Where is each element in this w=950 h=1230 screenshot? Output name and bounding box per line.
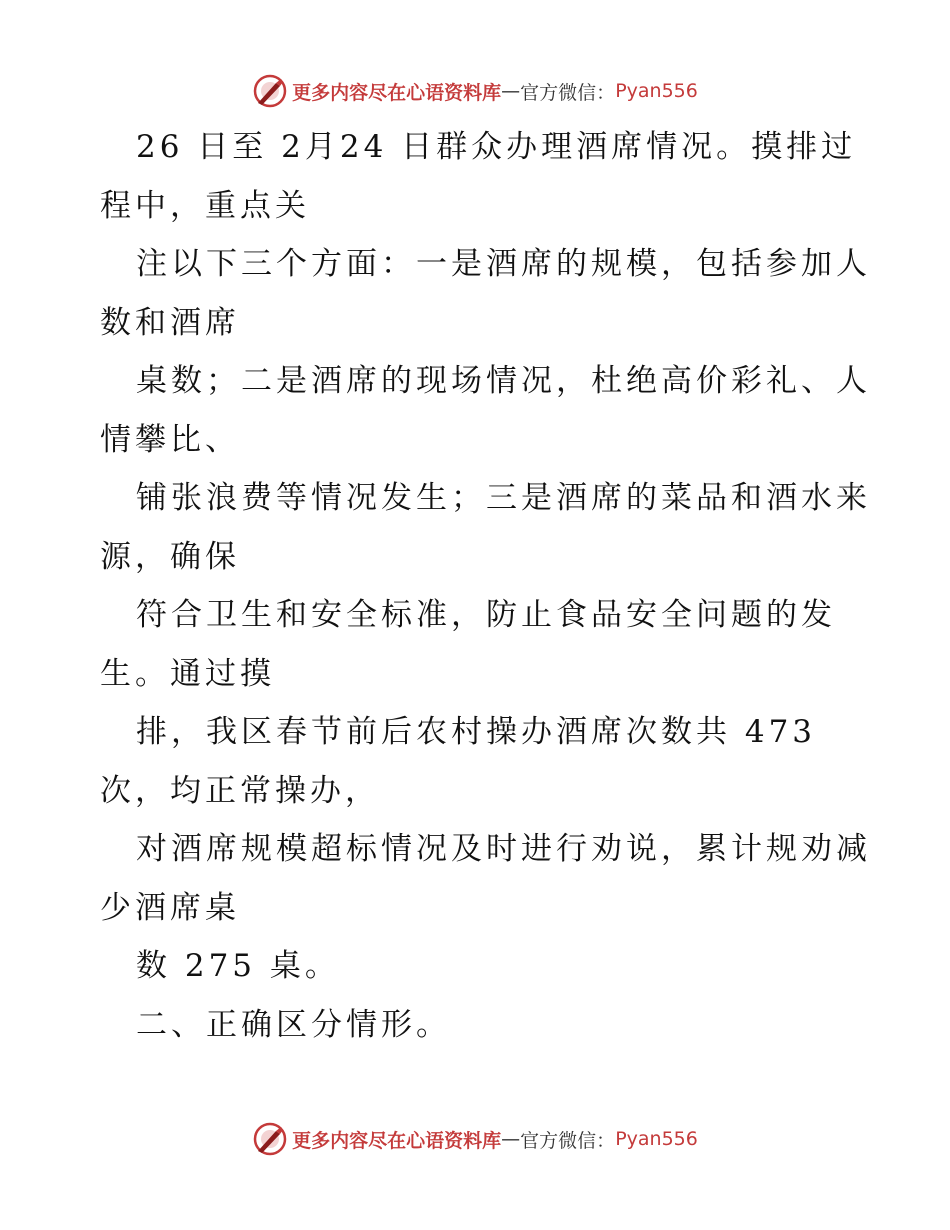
document-body — [100, 118, 871, 1054]
body-line-4: 数和酒席 — [100, 304, 240, 341]
header-watermark — [0, 71, 950, 111]
body-line-6: 情攀比、 — [100, 421, 240, 458]
pen-logo-icon — [252, 1121, 288, 1157]
watermark-contact-id: Pyan556 — [615, 1128, 698, 1150]
pen-logo-icon — [252, 73, 288, 109]
body-line-12: 次，均正常操办， — [100, 772, 380, 809]
body-line-15: 数 275 桌。 — [136, 948, 340, 984]
body-line-2: 程中，重点关 — [100, 187, 310, 224]
body-line-1: 26 日至 2月24 日群众办理酒席情况。摸排过 — [136, 129, 857, 165]
watermark-brand-text: 更多内容尽在心语资料库 — [292, 81, 502, 104]
watermark-separator: — — [501, 1128, 521, 1150]
body-line-5: 桌数；二是酒席的现场情况，杜绝高价彩礼、人 — [136, 363, 871, 399]
body-line-3: 注以下三个方面：一是酒席的规模，包括参加人 — [136, 246, 871, 282]
body-line-7: 铺张浪费等情况发生；三是酒席的菜品和酒水来 — [136, 480, 871, 516]
body-line-11: 排，我区春节前后农村操办酒席次数共 473 — [136, 714, 817, 750]
watermark-contact-id: Pyan556 — [615, 80, 698, 102]
body-line-16: 二、正确区分情形。 — [136, 1006, 451, 1043]
body-line-14: 少酒席桌 — [100, 889, 240, 926]
watermark-separator: — — [501, 80, 521, 102]
watermark-contact-label: 官方微信： — [520, 81, 616, 104]
body-line-8: 源，确保 — [100, 538, 240, 575]
footer-watermark — [0, 1119, 950, 1159]
body-line-9: 符合卫生和安全标准，防止食品安全问题的发 — [136, 597, 836, 633]
watermark-contact-label: 官方微信： — [520, 1129, 616, 1152]
watermark-brand-text: 更多内容尽在心语资料库 — [292, 1129, 502, 1152]
body-line-13: 对酒席规模超标情况及时进行劝说，累计规劝减 — [136, 831, 871, 867]
body-line-10: 生。通过摸 — [100, 655, 275, 692]
